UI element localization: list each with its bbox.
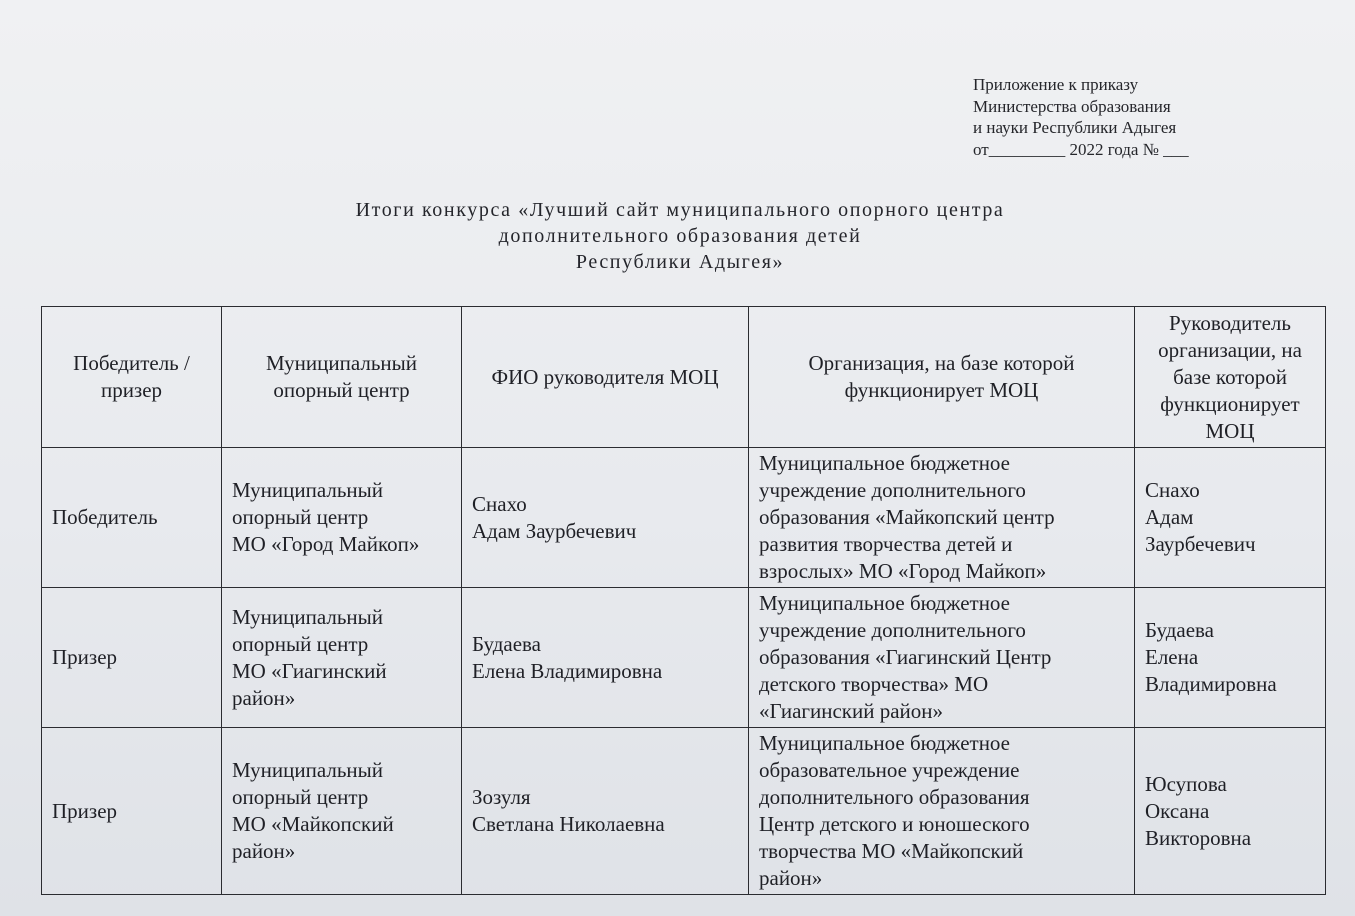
cell-text: Будаева <box>1145 618 1214 642</box>
header-text: ФИО руководителя МОЦ <box>491 364 719 389</box>
cell-text: «Гиагинский район» <box>759 699 944 723</box>
header-text: организации, на <box>1158 337 1302 362</box>
appendix-line: от_________ 2022 года № ___ <box>973 139 1189 159</box>
cell-text: Снахо <box>1145 478 1200 502</box>
cell-text: Снахо <box>472 491 527 516</box>
header-org-head <box>1135 307 1326 448</box>
header-center <box>222 307 462 448</box>
cell-organization <box>749 728 1135 895</box>
cell-text: Призер <box>52 645 118 669</box>
header-text: Победитель / <box>73 351 190 375</box>
cell-text: Муниципальный <box>232 478 383 502</box>
table-row <box>42 728 1326 895</box>
title-line: дополнительного образования детей <box>498 225 862 247</box>
cell-text: образования «Гиагинский Центр <box>759 645 1052 669</box>
cell-org-head <box>1135 448 1326 588</box>
header-text: призер <box>100 378 163 402</box>
cell-text: опорный центр <box>232 631 369 656</box>
cell-text: Владимировна <box>1145 672 1277 696</box>
cell-text: образования «Майкопский центр <box>759 505 1055 529</box>
header-text: функционирует МОЦ <box>844 378 1039 402</box>
cell-text: учреждение дополнительного <box>759 478 1026 502</box>
cell-text: район» <box>759 866 823 890</box>
cell-organization <box>749 588 1135 728</box>
header-organization <box>749 307 1135 448</box>
cell-org-head <box>1135 728 1326 895</box>
cell-text: Юсупова <box>1145 771 1227 796</box>
cell-text: район» <box>232 839 296 863</box>
cell-text: район» <box>232 685 296 710</box>
cell-text: Зозуля <box>472 785 531 809</box>
cell-head <box>462 588 749 728</box>
cell-text: взрослых» МО «Город Майкоп» <box>759 559 1047 583</box>
header-text: Муниципальный <box>266 351 417 375</box>
cell-text: Муниципальный <box>232 604 383 629</box>
cell-text: Светлана Николаевна <box>472 812 665 836</box>
cell-place <box>42 588 222 728</box>
header-place <box>42 307 222 448</box>
cell-center <box>222 588 462 728</box>
cell-head <box>462 448 749 588</box>
cell-text: Елена Владимировна <box>472 658 663 683</box>
cell-text: Призер <box>52 798 118 823</box>
header-text: Руководитель <box>1169 310 1291 335</box>
cell-text: опорный центр <box>232 505 369 529</box>
table-row <box>42 448 1326 588</box>
cell-text: Центр детского и юношеского <box>759 812 1030 836</box>
cell-text: образовательное учреждение <box>759 758 1020 782</box>
title-line: Итоги конкурса «Лучший сайт муниципального опорного центра <box>355 199 1005 221</box>
appendix-line: и науки Республики Адыгея <box>973 118 1177 137</box>
document-title <box>230 197 1130 275</box>
cell-text: МО «Гиагинский <box>232 658 387 683</box>
cell-text: Викторовна <box>1145 825 1252 850</box>
header-text: базе которой <box>1173 364 1287 389</box>
cell-text: Муниципальное бюджетное <box>759 591 1011 615</box>
header-text: Организация, на базе которой <box>808 351 1075 375</box>
header-text: функционирует <box>1160 391 1300 416</box>
cell-place <box>42 728 222 895</box>
cell-text: Будаева <box>472 631 541 656</box>
cell-text: Муниципальное бюджетное <box>759 731 1011 755</box>
cell-head <box>462 728 749 895</box>
table-row <box>42 588 1326 728</box>
cell-text: МО «Город Майкоп» <box>232 532 420 556</box>
cell-text: учреждение дополнительного <box>759 618 1026 642</box>
appendix-note <box>973 74 1313 160</box>
cell-center <box>222 728 462 895</box>
header-head <box>462 307 749 448</box>
cell-text: Адам <box>1145 505 1194 529</box>
cell-text: Оксана <box>1145 798 1210 823</box>
table-header-row <box>42 307 1326 448</box>
cell-text: творчества МО «Майкопский <box>759 839 1024 863</box>
header-text: МОЦ <box>1205 418 1255 443</box>
header-text: опорный центр <box>273 378 410 402</box>
cell-text: Муниципальный <box>232 758 383 782</box>
cell-center <box>222 448 462 588</box>
cell-place <box>42 448 222 588</box>
cell-text: Адам Заурбечевич <box>472 518 637 543</box>
cell-text: Заурбечевич <box>1145 532 1256 556</box>
results-table <box>41 306 1326 895</box>
cell-text: Победитель <box>52 505 158 529</box>
cell-text: МО «Майкопский <box>232 812 394 836</box>
title-line: Республики Адыгея» <box>575 251 785 273</box>
appendix-line: Приложение к приказу <box>973 75 1139 94</box>
appendix-line: Министерства образования <box>973 96 1171 116</box>
cell-text: развития творчества детей и <box>759 532 1013 556</box>
cell-org-head <box>1135 588 1326 728</box>
cell-text: опорный центр <box>232 785 369 809</box>
cell-text: Муниципальное бюджетное <box>759 451 1011 475</box>
cell-organization <box>749 448 1135 588</box>
cell-text: Елена <box>1145 645 1199 669</box>
cell-text: детского творчества» МО <box>759 672 989 696</box>
cell-text: дополнительного образования <box>759 785 1030 809</box>
